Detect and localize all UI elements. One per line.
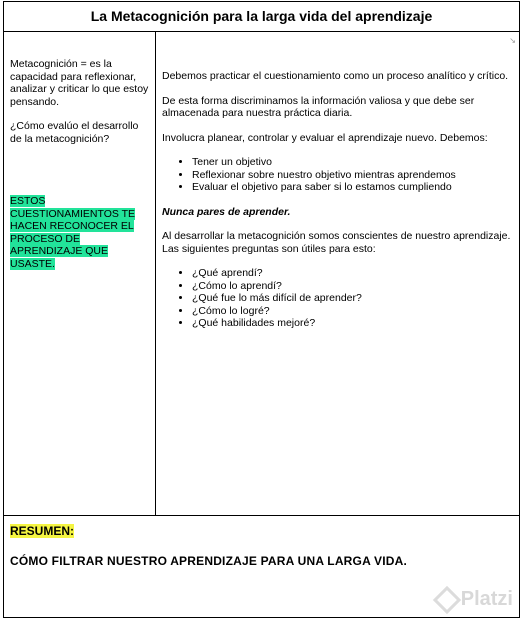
watermark xyxy=(437,588,513,611)
right-paragraph-4: Al desarrollar la metacognición somos conscientes de nuestro aprendizaje. Las siguientes preguntas son útiles para esto: xyxy=(162,230,511,255)
list-item: • ¿Cómo lo aprendí? xyxy=(192,280,513,293)
list-item: • Evaluar el objetivo para saber si lo estamos cumpliendo xyxy=(192,181,513,194)
metacognition-definition: Metacognición = es la capacidad para reflexionar, analizar y criticar lo que estoy pensando. xyxy=(10,58,149,108)
questions-list xyxy=(162,267,513,330)
highlighted-note: ESTOS CUESTIONAMIENTOS TE HACEN RECONOCER EL PROCESO DE APRENDIZAJE QUE USASTE. xyxy=(10,195,136,270)
left-column xyxy=(4,32,156,515)
right-paragraph-2: De esta forma discriminamos la información valiosa y que debe ser almacenada para nuestra práctica diaria. xyxy=(162,94,475,119)
platzi-logo-icon xyxy=(433,585,461,613)
emphasis-text: Nunca pares de aprender. xyxy=(162,205,291,218)
right-paragraph-1: Debemos practicar el cuestionamiento como un proceso analítico y crítico. xyxy=(162,70,509,82)
list-item: • ¿Qué aprendí? xyxy=(192,267,513,280)
summary-label: RESUMEN: xyxy=(10,524,75,538)
summary-text: CÓMO FILTRAR NUESTRO APRENDIZAJE PARA UNA LARGA VIDA. xyxy=(10,554,408,568)
list-item: • Tener un objetivo xyxy=(192,156,513,169)
summary-section xyxy=(4,515,519,617)
list-item: • ¿Qué habilidades mejoré? xyxy=(192,317,513,330)
evaluation-question: ¿Cómo evalúo el desarrollo de la metacognición? xyxy=(10,120,139,145)
resize-handle-icon: ↘ xyxy=(509,36,516,45)
objectives-list xyxy=(162,156,513,194)
document-table xyxy=(3,1,520,618)
watermark-text: Platzi xyxy=(460,588,513,610)
list-item: • ¿Qué fue lo más difícil de aprender? xyxy=(192,292,513,305)
right-paragraph-3: Involucra planear, controlar y evaluar el aprendizaje nuevo. Debemos: xyxy=(162,131,488,144)
list-item: • Reflexionar sobre nuestro objetivo mientras aprendemos xyxy=(192,169,513,182)
right-column xyxy=(156,32,519,515)
document-title: La Metacognición para la larga vida del aprendizaje xyxy=(4,2,519,32)
list-item: • ¿Cómo lo logré? xyxy=(192,305,513,318)
